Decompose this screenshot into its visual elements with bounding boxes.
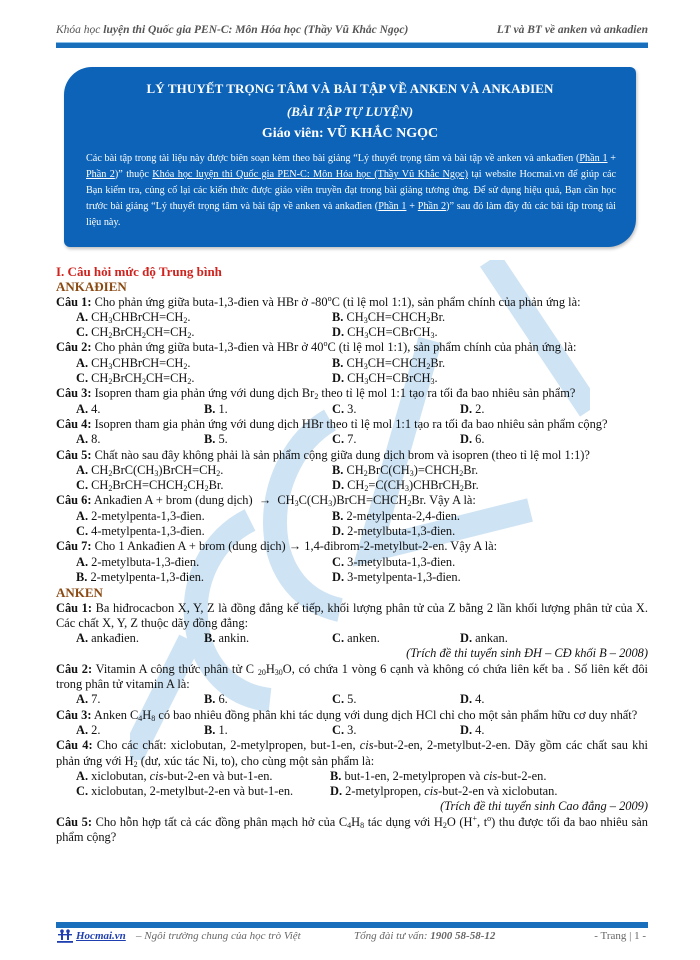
option-a: A. 4. <box>76 401 101 416</box>
option-c: C. 3. <box>332 722 357 737</box>
question-ankadien-6: Câu 6: Ankađien A + brom (dung dịch) → $CH_3C(CH_3)BrCH=CHCH_2Br$. Vậy A là: <box>56 493 476 509</box>
option-b: B. 1. <box>204 401 228 416</box>
footer-hotline: Tổng đài tư vấn: 1900 58-58-12 <box>354 930 496 942</box>
options <box>56 356 648 387</box>
option-a: A. ankađien. <box>76 631 139 646</box>
hocmai-logo-icon <box>57 929 73 943</box>
header-rule <box>56 42 648 48</box>
option-a: A. 2-metylpenta-1,3-đien. <box>76 508 205 523</box>
option-b: B. 2-metylpenta-2,4-đien. <box>332 508 461 523</box>
question-ankadien-5: Câu 5: Chất nào sau đây không phải là sản phẩm cộng giữa dung dịch brom và isopren (theo tỉ lệ mol 1:1)? <box>56 447 590 462</box>
header-course: Khóa học luyện thi Quốc gia PEN-C: Môn Hóa học (Thầy Vũ Khắc Ngọc) <box>56 24 409 36</box>
option-a: A. $CH_2BrC(CH_3)BrCH=CH_2$. <box>76 462 224 478</box>
option-a: A. 2. <box>76 722 101 737</box>
option-b: B. 6. <box>204 692 228 707</box>
options <box>56 555 648 586</box>
subsection-anken: ANKEN <box>56 585 103 601</box>
option-a: A. 8. <box>76 432 101 447</box>
question-anken-1: Câu 1: Ba hiđrocacbon X, Y, Z là đồng đẳng kế tiếp, khối lượng phân tử của Z bằng 2 lần khối lượng phân tử của X. Các chất X, Y, Z thuộc dãy đồng đẳng: <box>56 600 648 630</box>
link-part-2-b[interactable]: Phần 2 <box>417 201 447 212</box>
page-footer <box>56 929 648 947</box>
link-part-1-b[interactable]: Phần 1 <box>378 201 407 212</box>
option-c: C. 7. <box>332 432 357 447</box>
option-d: D. 6. <box>460 432 485 447</box>
options <box>56 509 648 540</box>
options <box>56 463 648 494</box>
link-part-1[interactable]: Phần 1 <box>579 153 608 164</box>
option-d: D. 2-metylbuta-1,3-đien. <box>332 524 456 539</box>
subsection-ankadien: ANKAĐIEN <box>56 279 127 295</box>
question-ankadien-2: Câu 2: Cho phản ứng giữa buta-1,3-đien và HBr ở 40$^o$C (tỉ lệ mol 1:1), sản phẩm chính của phản ứng là: <box>56 339 577 355</box>
question-anken-4: Câu 4: Cho các chất: xiclobutan, 2-metylpropen, but-1-en, cis-but-2-en, 2-metylbut-2-en. Dãy gồm các chất sau khi phản ứng với $H_2$ (dư, xúc tác Ni, to), cho cùng một sản phẩm là: <box>56 738 648 769</box>
question-ankadien-1: Câu 1: Cho phản ứng giữa buta-1,3-đien và HBr ở -80$^o$C (tỉ lệ mol 1:1), sản phẩm chính của phản ứng là: <box>56 293 581 309</box>
option-b: B. 2-metylpenta-1,3-đien. <box>76 569 205 584</box>
options <box>56 310 648 341</box>
option-c: C. xiclobutan, 2-metylbut-2-en và but-1-en. <box>76 784 294 799</box>
source-citation: (Trích đề thi tuyển sinh Cao đẳng – 2009) <box>440 799 648 814</box>
link-course[interactable]: Khóa học luyện thi Quốc gia PEN-C: Môn Hóa học (Thầy Vũ Khắc Ngọc) <box>152 169 468 180</box>
question-ankadien-4: Câu 4: Isopren tham gia phản ứng với dung dịch HBr theo tỉ lệ mol 1:1 tạo ra tối đa bao nhiêu sản phẩm cộng? <box>56 416 608 431</box>
link-part-2[interactable]: Phần 2 <box>86 169 115 180</box>
question-anken-3: Câu 3: Anken $C_4H_8$ có bao nhiêu đồng phân khi tác dụng với dung dịch HCl chỉ cho một sản phẩm hữu cơ duy nhất? <box>56 707 638 723</box>
section-title: I. Câu hỏi mức độ Trung bình <box>56 264 222 279</box>
question-ankadien-3: Câu 3: Isopren tham gia phản ứng với dung dịch $Br_2$ theo tỉ lệ mol 1:1 tạo ra tối đa bao nhiêu sản phẩm? <box>56 386 576 402</box>
options <box>56 769 648 800</box>
option-b: B. $CH_2BrC(CH_3)=CHCH_2Br$. <box>332 462 479 478</box>
option-b: B. 5. <box>204 432 228 447</box>
option-a: A. $CH_3CHBrCH=CH_2$. <box>76 309 191 325</box>
option-c: C. anken. <box>332 631 380 646</box>
option-a: A. $CH_3CHBrCH=CH_2$. <box>76 355 191 371</box>
option-a: A. 7. <box>76 692 101 707</box>
question-anken-5: Câu 5: Cho hỗn hợp tất cả các đồng phân mạch hở của $C_4H_8$ tác dụng với $H_2O$ (H+, $t^o$) thu được tối đa bao nhiêu sản phẩm cộng? <box>56 813 648 844</box>
page-number: - Trang | 1 - <box>594 930 646 942</box>
option-d: D. $CH_3CH=CBrCH_3$. <box>332 371 438 387</box>
option-c: C. 5. <box>332 692 357 707</box>
footer-slogan: – Ngôi trường chung của học trò Việt <box>136 930 301 942</box>
option-c: C. $CH_2BrCH_2CH=CH_2$. <box>76 371 195 387</box>
option-a: A. 2-metylbuta-1,3-đien. <box>76 554 200 569</box>
source-citation: (Trích đề thi tuyển sinh ĐH – CĐ khối B – 2008) <box>406 646 648 661</box>
options <box>56 692 648 707</box>
option-b: B. $CH_3CH=CHCH_2Br$. <box>332 309 446 325</box>
option-c: C. 3-metylbuta-1,3-đien. <box>332 554 456 569</box>
teacher-name: Giáo viên: VŨ KHẮC NGỌC <box>261 126 439 141</box>
option-a: A. xiclobutan, cis-but-2-en và but-1-en. <box>76 768 273 783</box>
option-d: D. 4. <box>460 692 485 707</box>
footer-rule <box>56 922 648 928</box>
option-d: D. 2-metylpropen, cis-but-2-en và xiclobutan. <box>330 784 558 799</box>
question-anken-2: Câu 2: Vitamin A công thức phân tử C $_{20}H_{30}O$, có chứa 1 vòng 6 cạnh và không có chứa liên kết ba . Số liên kết đôi trong phân tử vitamin A là: <box>56 661 648 692</box>
option-b: B. ankin. <box>204 631 250 646</box>
options <box>56 432 648 447</box>
option-d: D. $CH_2=C(CH_3)CHBrCH_2Br$. <box>332 478 479 494</box>
option-d: D. $CH_3CH=CBrCH_3$. <box>332 325 438 341</box>
option-d: D. ankan. <box>460 631 508 646</box>
options <box>56 402 648 417</box>
question-ankadien-7: Câu 7: Cho 1 Ankađien A + brom (dung dịch) → 1,4-đibrom-2-metylbut-2-en. Vậy A là: <box>56 539 498 554</box>
option-b: B. 1. <box>204 722 228 737</box>
header-topic: LT và BT về anken và ankadien <box>496 24 648 36</box>
option-b: B. but-1-en, 2-metylpropen và cis-but-2-en. <box>330 768 547 783</box>
page-header <box>56 22 648 42</box>
option-d: D. 2. <box>460 401 485 416</box>
footer-site-link[interactable]: Hocmai.vn <box>76 930 126 942</box>
document-subtitle: (BÀI TẬP TỰ LUYỆN) <box>286 104 414 119</box>
options <box>56 631 648 646</box>
banner-description: Các bài tập trong tài liệu này được biên soạn kèm theo bài giảng “Lý thuyết trọng tâm và bài tập về anken và ankađien (Phần 1 + Phần 2)” thuộc Khóa học luyện thi Quốc gia PEN-C: Môn Hóa học (Thầy Vũ Khắc Ngọc) tại website Hocmai.vn để giúp các Bạn kiểm tra, củng cố lại các kiến thức được giáo viên truyền đạt trong bài giảng tương ứng. Để sử dụng hiệu quả, Bạn cần học trước bài giảng “Lý thuyết trọng tâm và bài tập về anken và ankađien (Phần 1 + Phần 2)” sau đó làm đầy đủ các bài tập trong tài liệu này. <box>86 153 617 228</box>
option-c: C. 4-metylpenta-1,3-đien. <box>76 524 205 539</box>
options <box>56 723 648 738</box>
document-title: LÝ THUYẾT TRỌNG TÂM VÀ BÀI TẬP VỀ ANKEN VÀ ANKAĐIEN <box>146 81 554 96</box>
title-banner <box>64 67 636 247</box>
option-d: D. 3-metylpenta-1,3-đien. <box>332 569 461 584</box>
option-d: D. 4. <box>460 722 485 737</box>
option-c: C. 3. <box>332 401 357 416</box>
option-c: C. $CH_2BrCH_2CH=CH_2$. <box>76 325 195 341</box>
option-c: C. $CH_2BrCH=CHCH_2CH_2Br$. <box>76 478 224 494</box>
option-b: B. $CH_3CH=CHCH_2Br$. <box>332 355 446 371</box>
document-body <box>56 264 648 845</box>
